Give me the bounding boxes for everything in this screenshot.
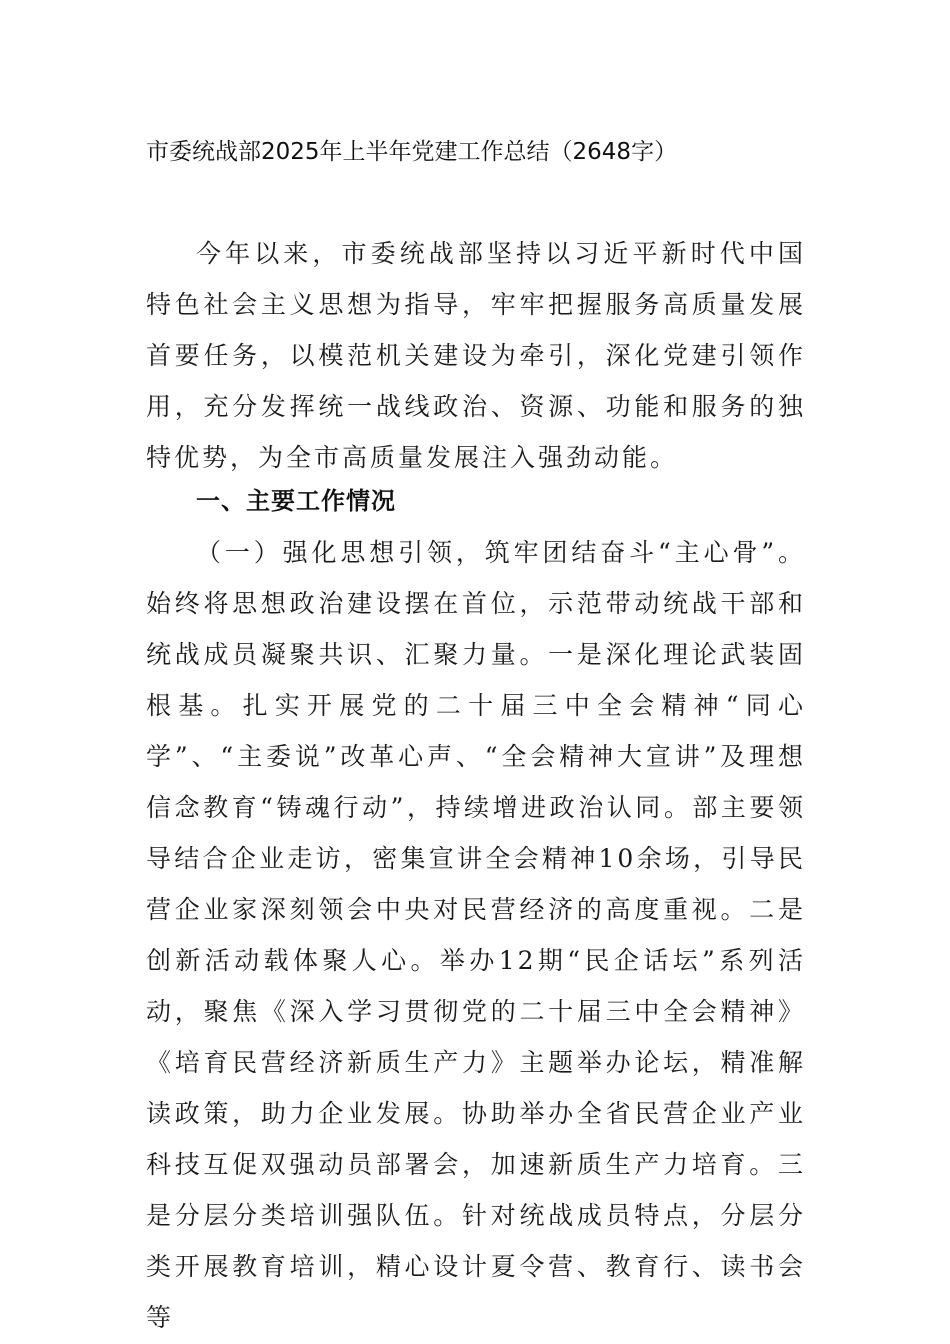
document-title: 市委统战部2025年上半年党建工作总结（2648字） — [146, 139, 678, 165]
section-paragraph: （一）强化思想引领，筑牢团结奋斗“主心骨”。始终将思想政治建设摆在首位，示范带动统战干部和统战成员凝聚共识、汇聚力量。一是深化理论武装固根基。扎实开展党的二十届三中全会精神“同心学”、“主委说”改革心声、“全会精神大宣讲”及理想信念教育“铸魂行动”，持续增进政治认同。部主要领导结合企业走访，密集宣讲全会精神10余场，引导民营企业家深刻领会中央对民营经济的高度重视。二是创新活动载体聚人心。举办12期“民企话坛”系列活动，聚焦《深入学习贯彻党的二十届三中全会精神》《培育民营经济新质生产力》主题举办论坛，精准解读政策，助力企业发展。协助举办全省民营企业产业科技互促双强动员部署会，加速新质生产力培育。三是分层分类培训强队伍。针对统战成员特点，分层分类开展教育培训，精心设计夏令营、教育行、读书会等 — [146, 538, 806, 1332]
intro-paragraph: 今年以来，市委统战部坚持以习近平新时代中国特色社会主义思想为指导，牢牢把握服务高质量发展首要任务，以模范机关建设为牵引，深化党建引领作用，充分发挥统一战线政治、资源、功能和服务的独特优势，为全市高质量发展注入强劲动能。 — [146, 239, 806, 472]
section-heading: 一、主要工作情况 — [196, 487, 396, 515]
